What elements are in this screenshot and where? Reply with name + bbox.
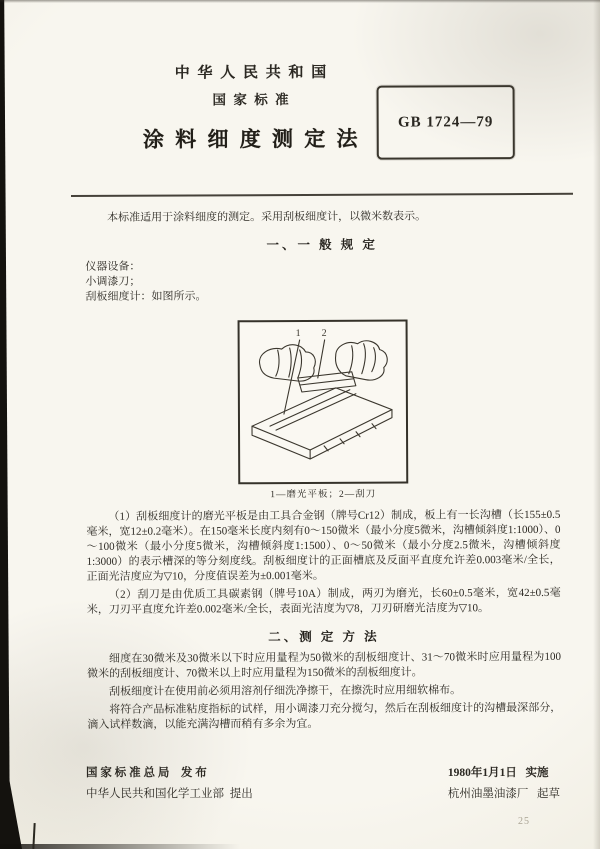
footer-right-block [448,763,560,805]
figure-callout-1: 1 [295,327,301,340]
document-header [84,63,558,153]
header-divider-rule [71,193,573,197]
page-number: 25 [518,816,530,827]
equipment-label: 仪器设备： [85,260,141,273]
scan-edge-right [593,0,600,849]
scope-paragraph: 本标准适用于涂料细度的测定。采用刮板细度计，以微米数表示。 [107,210,427,224]
figure-frame [238,320,409,485]
equipment-item-knife: 小调漆刀； [85,275,141,288]
document-title: 涂 料 细 度 测 定 法 [142,126,361,152]
standard-type: 国 家 标 准 [212,92,291,108]
scan-edge-top [0,0,600,3]
country-name: 中 华 人 民 共 和 国 [174,64,329,82]
section1-paragraph-2: （2）刮刀是由优质工具碳素钢（牌号10A）制成，两刃为磨光，长60±0.5毫米，宽42±0.5毫米，刀刃平直度允许差0.002毫米/全长，表面光洁度为▽8，刀刃研磨光洁度为▽10。 [86,586,561,616]
standard-number-box [377,85,515,160]
footer-implement-date: 1980年1月1日 实施 [447,767,549,779]
section2-paragraph-3: 将符合产品标准粘度指标的试样，用小调漆刀充分搅匀，然后在刮板细度计的沟槽最深部分，滴入试样数滴，以能充满沟槽而稍有多余为宜。 [87,701,562,731]
footer-left-block [86,763,253,805]
standard-number: GB 1724—79 [397,113,494,131]
section1-paragraph-1: （1）刮板细度计的磨光平板是由工具合金钢（牌号Cr12）制成，板上有一长沟槽（长155±0.5毫米，宽12±0.2毫米）。在150毫米长度内刻有0～150微米（最小分度5微米，沟槽倾斜度1:1000）、0～100微米（最小分度5微米，沟槽倾斜度1:1500）、0～50微米（最小分度2.5微米，沟槽倾斜度1:3000）的表示槽深的等分刻度线。刮板细度计的正面槽底及反面平直度允许差0.003毫米/全长，正面光洁度应为▽10，分度值误差为±0.001毫米。 [86,508,561,583]
scan-edge-bottom [0,844,240,849]
section2-paragraph-1: 细度在30微米及30微米以下时应用量程为50微米的刮板细度计、31～70微米时应用量程为100微米的刮板细度计、70微米以上时应用量程为150微米的刮板细度计。 [87,650,562,680]
footer-drafter: 杭州油墨油漆厂 起草 [447,788,560,800]
section2-paragraph-2: 刮板细度计在使用前必须用溶剂仔细洗净擦干，在擦洗时应用细软棉布。 [109,684,462,698]
figure-caption: 1—磨光平板；2—刮刀 [270,489,377,501]
section1-heading: 一、一 般 规 定 [266,237,378,253]
footer-proposer: 中华人民共和国化学工业部 提出 [86,788,253,800]
fineness-gauge-illustration [240,322,407,483]
equipment-list [85,258,559,305]
equipment-item-gauge: 刮板细度计：如图所示。 [85,290,207,303]
document-footer [86,763,560,805]
section2-heading: 二、测 定 方 法 [268,629,380,645]
figure-callout-2: 2 [321,327,327,339]
footer-issuer: 国 家 标 准 总 局 发 布 [86,767,207,779]
